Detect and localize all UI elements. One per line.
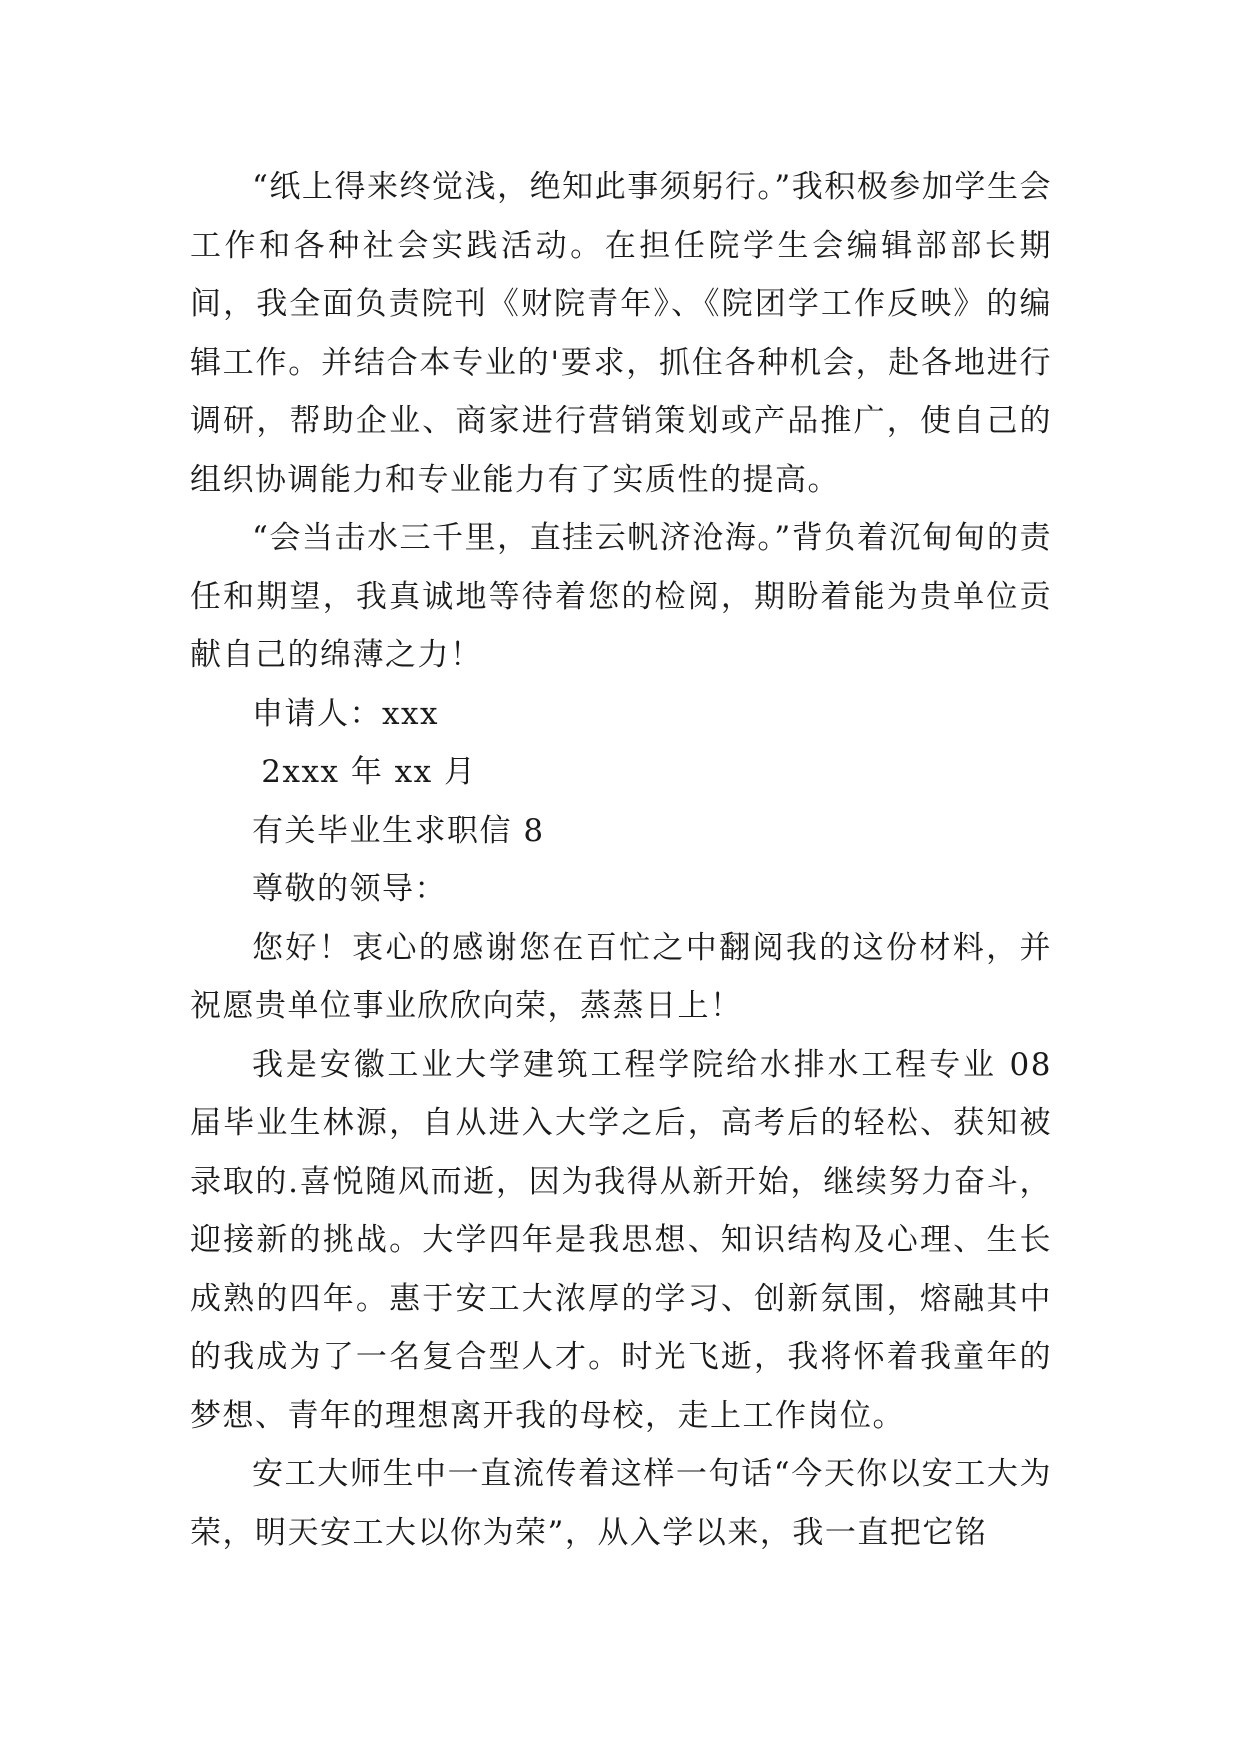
paragraph-practice: “纸上得来终觉浅，绝知此事须躬行。”我积极参加学生会工作和各种社会实践活动。在担任院学生会编辑部部长期间，我全面负责院刊《财院青年》、《院团学工作反映》的编辑工作。并结合本专业的'要求，抓住各种机会，赴各地进行调研，帮助企业、商家进行营销策划或产品推广，使自己的组织协调能力和专业能力有了实质性的提高。	[190, 169, 1052, 498]
paragraph-motto: 安工大师生中一直流传着这样一句话“今天你以安工大为荣，明天安工大以你为荣”，从入学以来，我一直把它铭	[190, 1456, 1052, 1551]
salutation: 尊敬的领导：	[252, 871, 447, 907]
paragraph-greeting: 您好！衷心的感谢您在百忙之中翻阅我的这份材料，并祝愿贵单位事业欣欣向荣，蒸蒸日上！	[190, 929, 1052, 1024]
section-title: 有关毕业生求职信 8	[252, 812, 545, 849]
applicant-signature: 申请人：xxx	[252, 695, 439, 732]
letter-date: 2xxx 年 xx 月	[261, 754, 477, 790]
paragraph-expectation: “会当击水三千里，直挂云帆济沧海。”背负着沉甸甸的责任和期望，我真诚地等待着您的检阅，期盼着能为贵单位贡献自己的绵薄之力！	[190, 520, 1052, 673]
paragraph-introduction: 我是安徽工业大学建筑工程学院给水排水工程专业 08 届毕业生林源，自从进入大学之后，高考后的轻松、获知被录取的.喜悦随风而逝，因为我得从新开始，继续努力奋斗，迎接新的挑战。大学四年是我思想、知识结构及心理、生长成熟的四年。惠于安工大浓厚的学习、创新氛围，熔融其中的我成为了一名复合型人才。时光飞逝，我将怀着我童年的梦想、青年的理想离开我的母校，走上工作岗位。	[190, 1046, 1052, 1434]
document-body	[190, 158, 1052, 1562]
